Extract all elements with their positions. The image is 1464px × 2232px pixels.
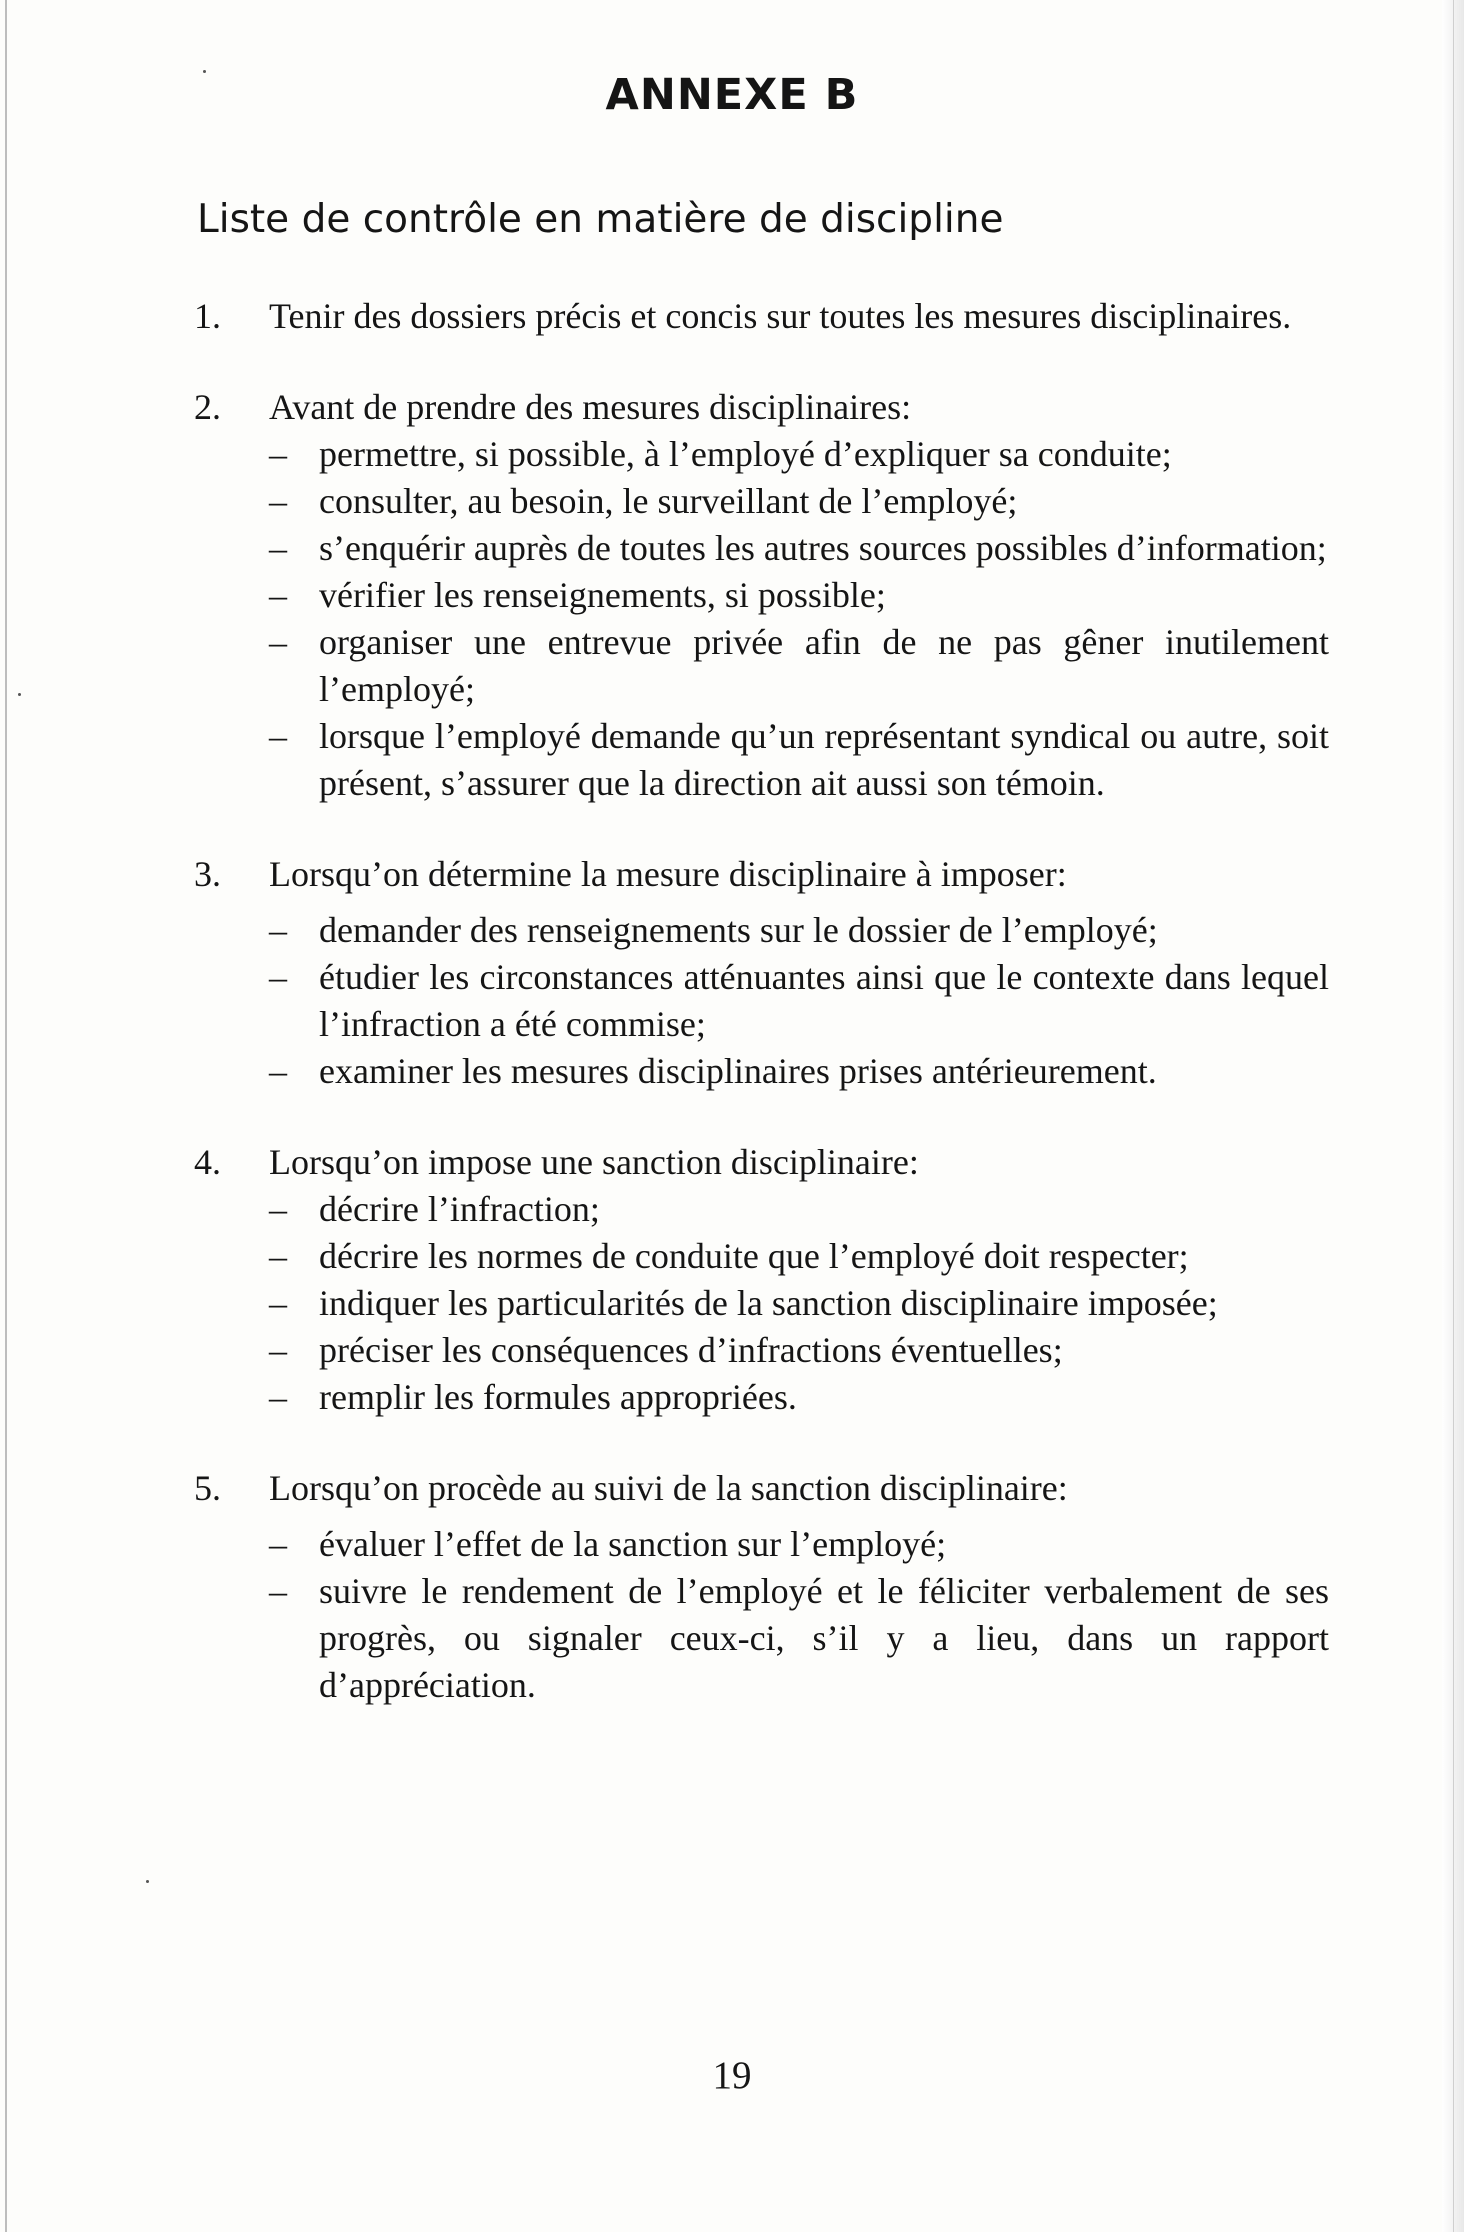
sub-item-text: permettre, si possible, à l’employé d’expliquer sa conduite;: [319, 434, 1172, 474]
sub-item: [269, 1568, 1329, 1709]
dash-marker: –: [269, 622, 287, 662]
dash-marker: –: [269, 575, 287, 615]
dash-marker: –: [269, 481, 287, 521]
sub-item-text: indiquer les particularités de la sanction disciplinaire imposée;: [319, 1283, 1218, 1323]
sub-item-text: évaluer l’effet de la sanction sur l’employé;: [319, 1524, 947, 1564]
sub-item-text: décrire les normes de conduite que l’employé doit respecter;: [319, 1236, 1189, 1276]
item-text: Lorsqu’on détermine la mesure disciplinaire à imposer:: [269, 854, 1067, 894]
item-number: 5.: [194, 1468, 221, 1508]
dash-marker: –: [269, 528, 287, 568]
checklist-item-5: [0, 1465, 1329, 1709]
sub-item-text: examiner les mesures disciplinaires prises antérieurement.: [319, 1051, 1157, 1091]
sub-item: [269, 525, 1329, 572]
dash-marker: –: [269, 1377, 287, 1417]
item-number: 4.: [194, 1142, 221, 1182]
item-text: Tenir des dossiers précis et concis sur toutes les mesures disciplinaires.: [269, 296, 1292, 336]
sub-item-text: vérifier les renseignements, si possible;: [319, 575, 886, 615]
item-text: Lorsqu’on procède au suivi de la sanction disciplinaire:: [269, 1468, 1068, 1508]
checklist-item-1: [0, 293, 1329, 340]
dash-marker: –: [269, 1236, 287, 1276]
sub-item: [269, 1327, 1329, 1374]
sub-item-text: s’enquérir auprès de toutes les autres sources possibles d’information;: [319, 528, 1327, 568]
checklist-item-4: [0, 1139, 1329, 1421]
sub-list: [269, 1521, 1329, 1709]
sub-item: [269, 713, 1329, 807]
sub-item-text: suivre le rendement de l’employé et le féliciter verbalement de ses progrès, ou signaler ceux-ci, s’il y a lieu, dans un rapport d’appréciation.: [319, 1571, 1329, 1705]
sub-item-text: lorsque l’employé demande qu’un représentant syndical ou autre, soit présent, s’assurer que la direction ait aussi son témoin.: [319, 716, 1329, 803]
checklist-title: Liste de contrôle en matière de discipline: [197, 197, 1004, 242]
sub-item-text: organiser une entrevue privée afin de ne pas gêner inutilement l’employé;: [319, 622, 1329, 709]
sub-item: [269, 572, 1329, 619]
sub-item: [269, 1186, 1329, 1233]
sub-item-text: préciser les conséquences d’infractions éventuelles;: [319, 1330, 1063, 1370]
sub-item: [269, 1233, 1329, 1280]
sub-item-text: consulter, au besoin, le surveillant de l’employé;: [319, 481, 1018, 521]
dash-marker: –: [269, 434, 287, 474]
item-text: Lorsqu’on impose une sanction disciplinaire:: [269, 1142, 919, 1182]
checklist: [0, 293, 1464, 1753]
sub-item-text: demander des renseignements sur le dossier de l’employé;: [319, 910, 1158, 950]
sub-list: [269, 431, 1329, 807]
sub-list: [269, 907, 1329, 1095]
sub-item: [269, 907, 1329, 954]
sub-item: [269, 954, 1329, 1048]
sub-item-text: remplir les formules appropriées.: [319, 1377, 797, 1417]
annex-heading: ANNEXE B: [605, 70, 859, 120]
sub-item-text: étudier les circonstances atténuantes ainsi que le contexte dans lequel l’infraction a été commise;: [319, 957, 1329, 1044]
sub-item: [269, 431, 1329, 478]
sub-item: [269, 1521, 1329, 1568]
checklist-item-2: [0, 384, 1329, 807]
dash-marker: –: [269, 957, 287, 997]
scan-speck: [146, 1880, 149, 1883]
dash-marker: –: [269, 1571, 287, 1611]
dash-marker: –: [269, 1330, 287, 1370]
dash-marker: –: [269, 716, 287, 756]
sub-item-text: décrire l’infraction;: [319, 1189, 600, 1229]
dash-marker: –: [269, 1189, 287, 1229]
dash-marker: –: [269, 1524, 287, 1564]
item-number: 3.: [194, 854, 221, 894]
item-number: 2.: [194, 387, 221, 427]
checklist-item-3: [0, 851, 1329, 1095]
sub-list: [269, 1186, 1329, 1421]
item-text: Avant de prendre des mesures disciplinaires:: [269, 387, 912, 427]
sub-item: [269, 1048, 1329, 1095]
sub-item: [269, 1280, 1329, 1327]
item-number: 1.: [194, 296, 221, 336]
sub-item: [269, 619, 1329, 713]
dash-marker: –: [269, 910, 287, 950]
sub-item: [269, 478, 1329, 525]
dash-marker: –: [269, 1051, 287, 1091]
page-number: 19: [712, 2054, 752, 2097]
sub-item: [269, 1374, 1329, 1421]
dash-marker: –: [269, 1283, 287, 1323]
